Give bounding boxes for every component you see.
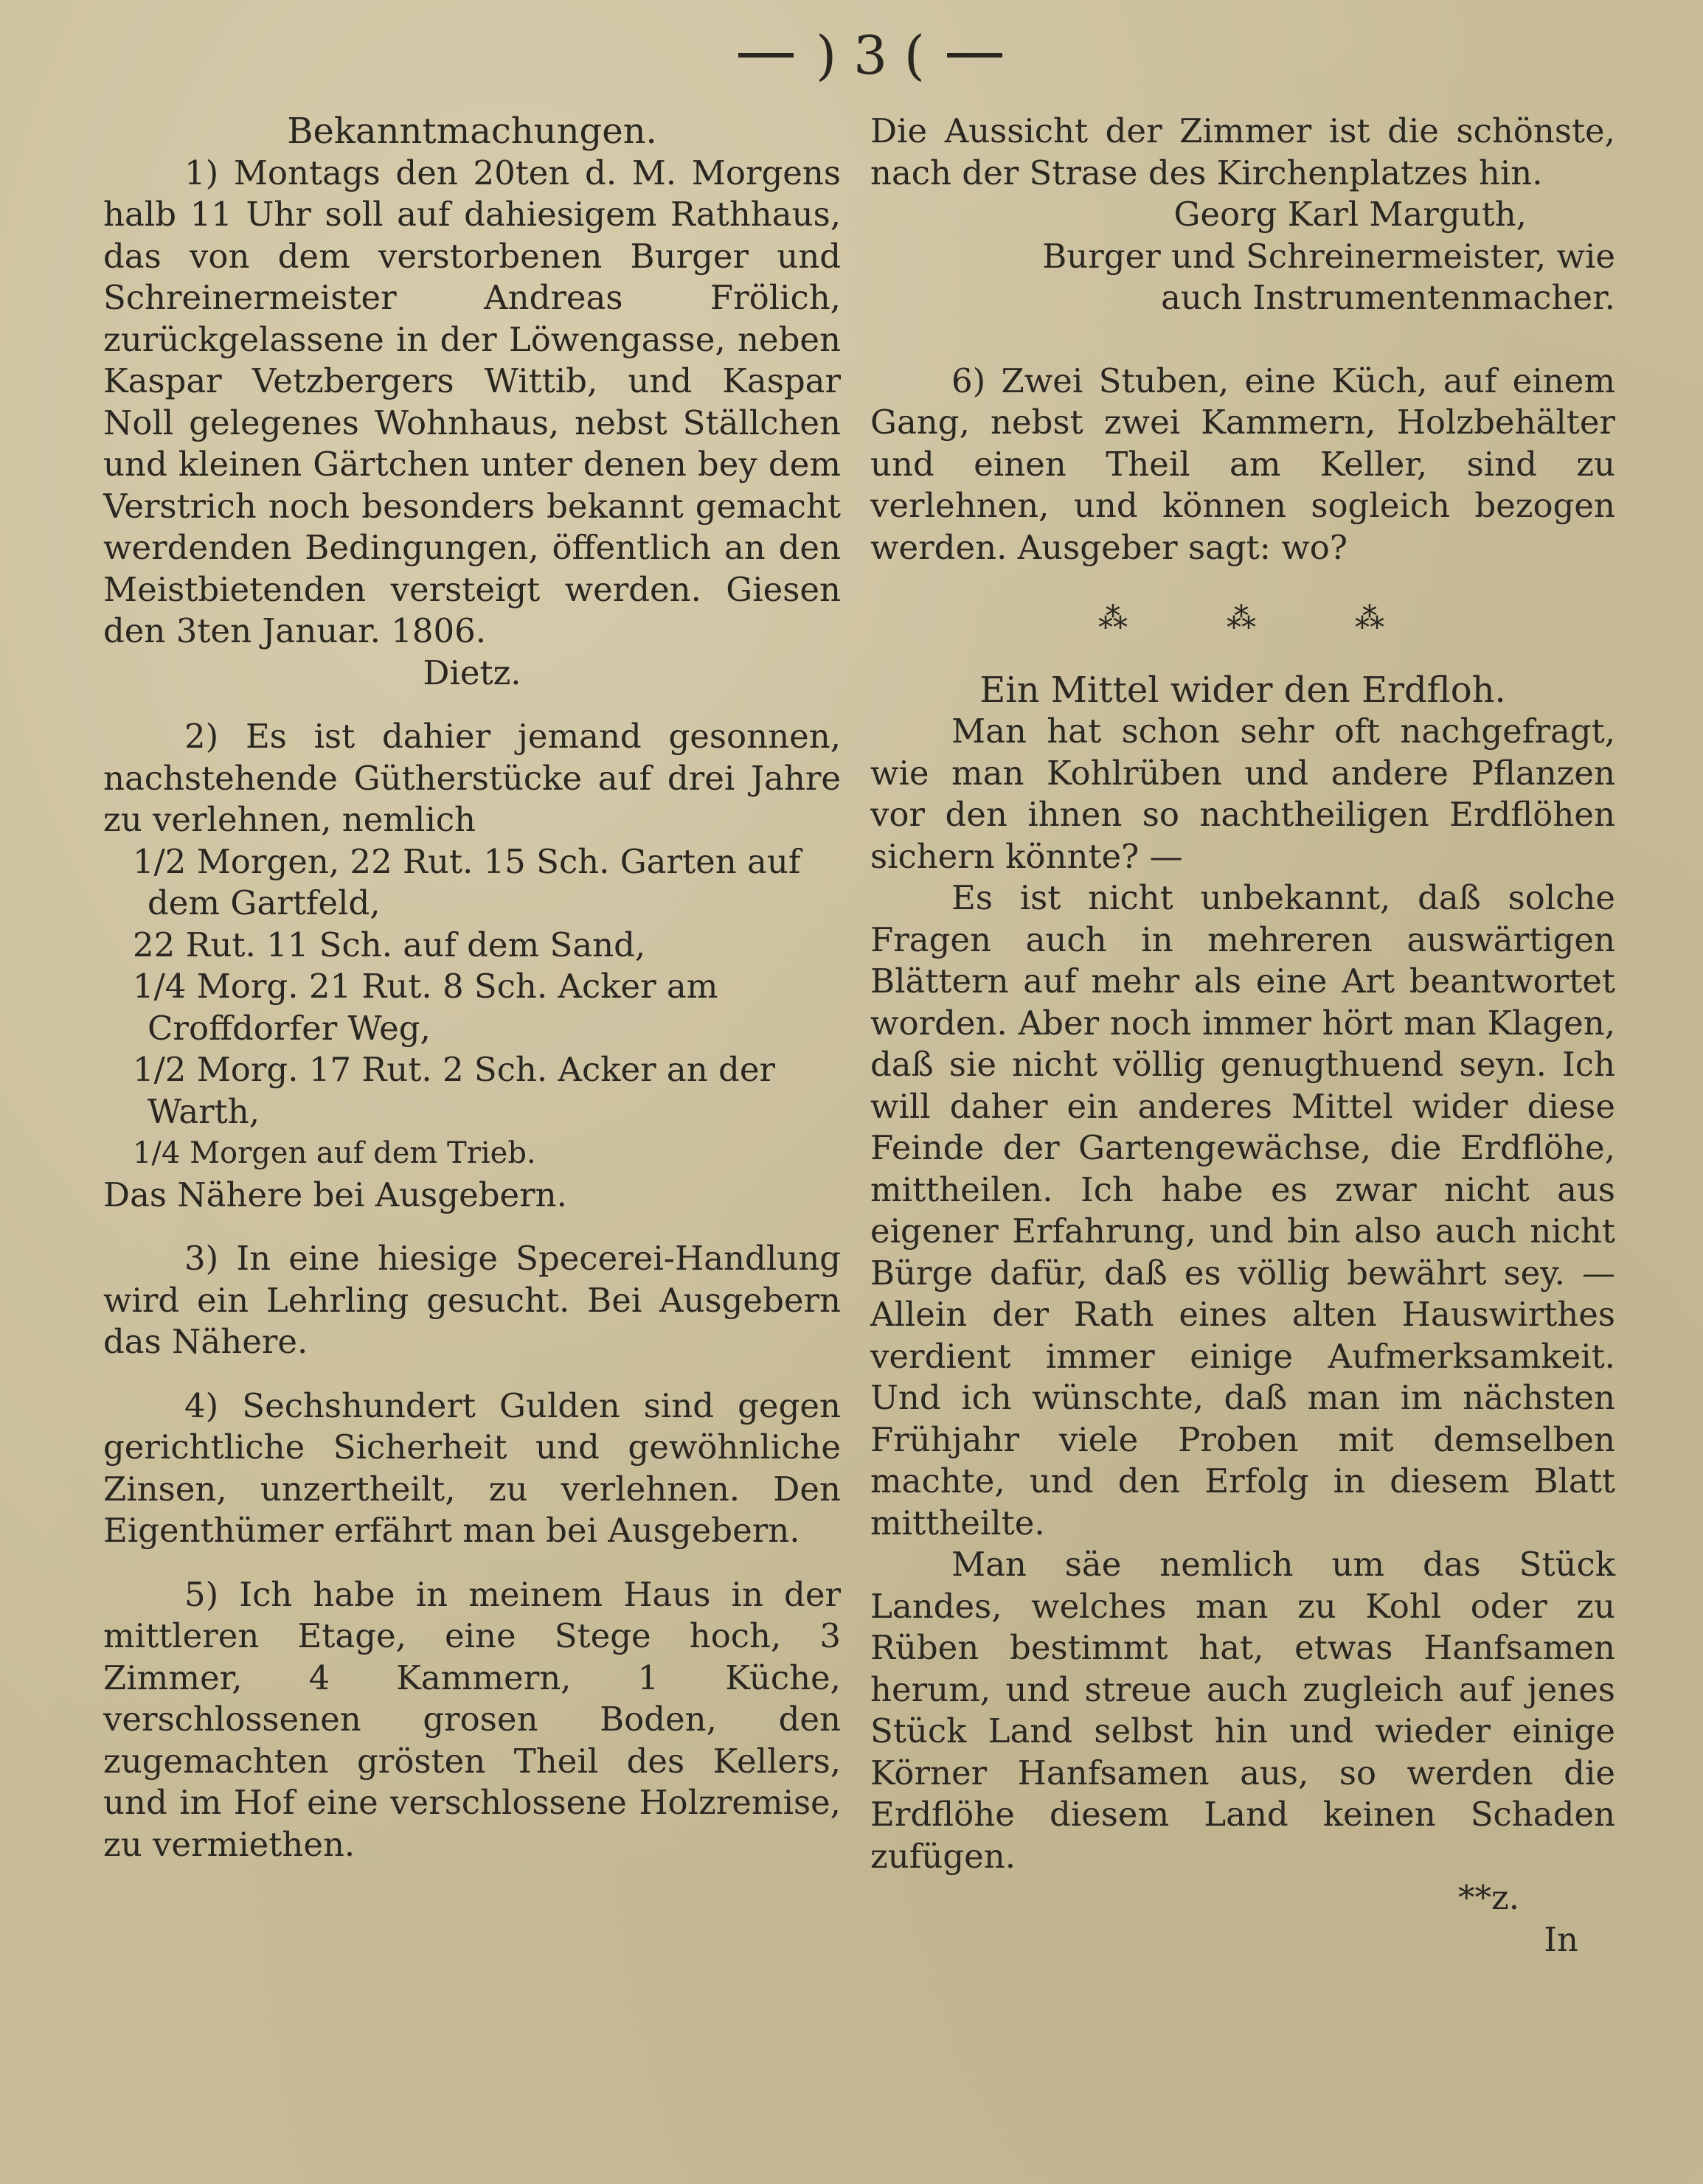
notice-5-signature-title-2: auch Instrumentenmacher. [1161,278,1615,317]
spacer [103,694,841,716]
asterism-icon: ⁂ [1098,602,1131,636]
section-title: Bekanntmachungen. [287,111,657,152]
left-column [103,111,841,1865]
notice-3: 3) In eine hiesige Specerei-Handlung wird ein Lehrling gesucht. Bei Ausgebern das Nähere. [103,1239,841,1361]
notice-1: 1) Montags den 20ten d. M. Morgens halb 11 Uhr soll auf dahiesigem Rathhaus, das von dem verstorbenen Burger und Schreinermeister Andreas Frölich, zurückgelassene in der Löwengasse, neben Kaspar Vetzbergers Wittib, und Kaspar Noll gelegenes Wohnhaus, nebst Ställchen und kleinen Gärtchen unter denen bey dem Verstrich noch besonders bekannt gemacht werdenden Bedingungen, öffentlich an den Meistbietenden versteigt werden. Giesen den 3ten Januar. 1806. [103,153,841,650]
article-paragraph-2: Es ist nicht unbekannt, daß solche Fragen auch in mehreren auswärtigen Blättern auf mehr als eine Art beantwortet worden. Aber noch immer hört man Klagen, daß sie nicht völlig genugthuend seyn. Ich will daher ein anderes Mittel wider diese Feinde der Gartengewächse, die Erdflöhe, mittheilen. Ich habe es zwar nicht aus eigener Erfahrung, und bin also auch nicht Bürge dafür, daß es völlig bewährt sey. — Allein der Rath eines alten Hauswirthes verdient immer einige Aufmerksamkeit. Und ich wünschte, daß man im nächsten Frühjahr viele Proben mit demselben machte, und den Erfolg in diesem Blatt mittheilte. [870,878,1615,1543]
page-header [664,22,1077,88]
asterism-icon: ⁂ [1355,602,1387,636]
list-item: 1/4 Morg. 21 Rut. 8 Sch. Acker am Croffdorfer Weg, [133,967,718,1048]
spacer [103,1552,841,1574]
list-item: 1/2 Morg. 17 Rut. 2 Sch. Acker an der Warth, [133,1050,775,1131]
list-item: 22 Rut. 11 Sch. auf dem Sand, [133,925,646,964]
spacer [870,319,1615,361]
notice-6: 6) Zwei Stuben, eine Küch, auf einem Gang, nebst zwei Kammern, Holzbehälter und einen Theil am Keller, sind zu verlehnen, und können sogleich bezogen werden. Ausgeber sagt: wo? [870,361,1615,567]
list-item: 1/4 Morgen auf dem Trieb. [133,1136,536,1170]
article-title: Ein Mittel wider den Erdfloh. [979,669,1506,711]
notice-5-continued: Die Aussicht der Zimmer ist die schönste, nach der Strase des Kirchenplatzes hin. [870,111,1615,192]
notice-5: 5) Ich habe in meinem Haus in der mittleren Etage, eine Stege hoch, 3 Zimmer, 4 Kammern, 1 Küche, verschlossenen grosen Boden, den zugemachten grösten Theil des Kellers, und im Hof eine verschlossene Holzremise, zu vermiethen. [103,1574,841,1864]
article-paragraph-3: Man säe nemlich um das Stück Landes, welches man zu Kohl oder zu Rüben bestimmt hat, etwas Hanfsamen herum, und streue auch zugleich auf jenes Stück Land selbst hin und wieder einige Körner Hanfsamen aus, so werden die Erdflöhe diesem Land keinen Schaden zufügen. [870,1545,1615,1876]
catchword: In [1544,1919,1578,1959]
notice-2-intro: 2) Es ist dahier jemand gesonnen, nachstehende Gütherstücke auf drei Jahre zu verlehnen, nemlich [103,717,841,839]
asterism-icon: ⁂ [1227,602,1259,636]
spacer [103,1363,841,1385]
header-rule-right [947,53,1002,58]
notice-1-signature: Dietz. [423,653,521,692]
article-signature: **z. [1457,1878,1519,1917]
spacer [103,1216,841,1238]
page-number: ) 3 ( [816,24,925,86]
notice-4: 4) Sechshundert Gulden sind gegen gerichtliche Sicherheit und gewöhnliche Zinsen, unzertheilt, zu verlehnen. Den Eigenthümer erfährt man bei Ausgebern. [103,1385,841,1550]
notice-5-signature-name: Georg Karl Marguth, [1173,195,1527,234]
ornament-divider [870,598,1615,640]
list-item: 1/2 Morgen, 22 Rut. 15 Sch. Garten auf dem Gartfeld, [133,841,801,922]
right-column [870,111,1615,1961]
notice-2-outro: Das Nähere bei Ausgebern. [103,1175,567,1214]
article-paragraph-1: Man hat schon sehr oft nachgefragt, wie man Kohlrüben und andere Pflanzen vor den ihnen so nachtheiligen Erdflöhen sichern könnte? — [870,712,1615,876]
header-rule-left [738,53,794,58]
notice-5-signature-title: Burger und Schreinermeister, wie [1042,236,1615,276]
